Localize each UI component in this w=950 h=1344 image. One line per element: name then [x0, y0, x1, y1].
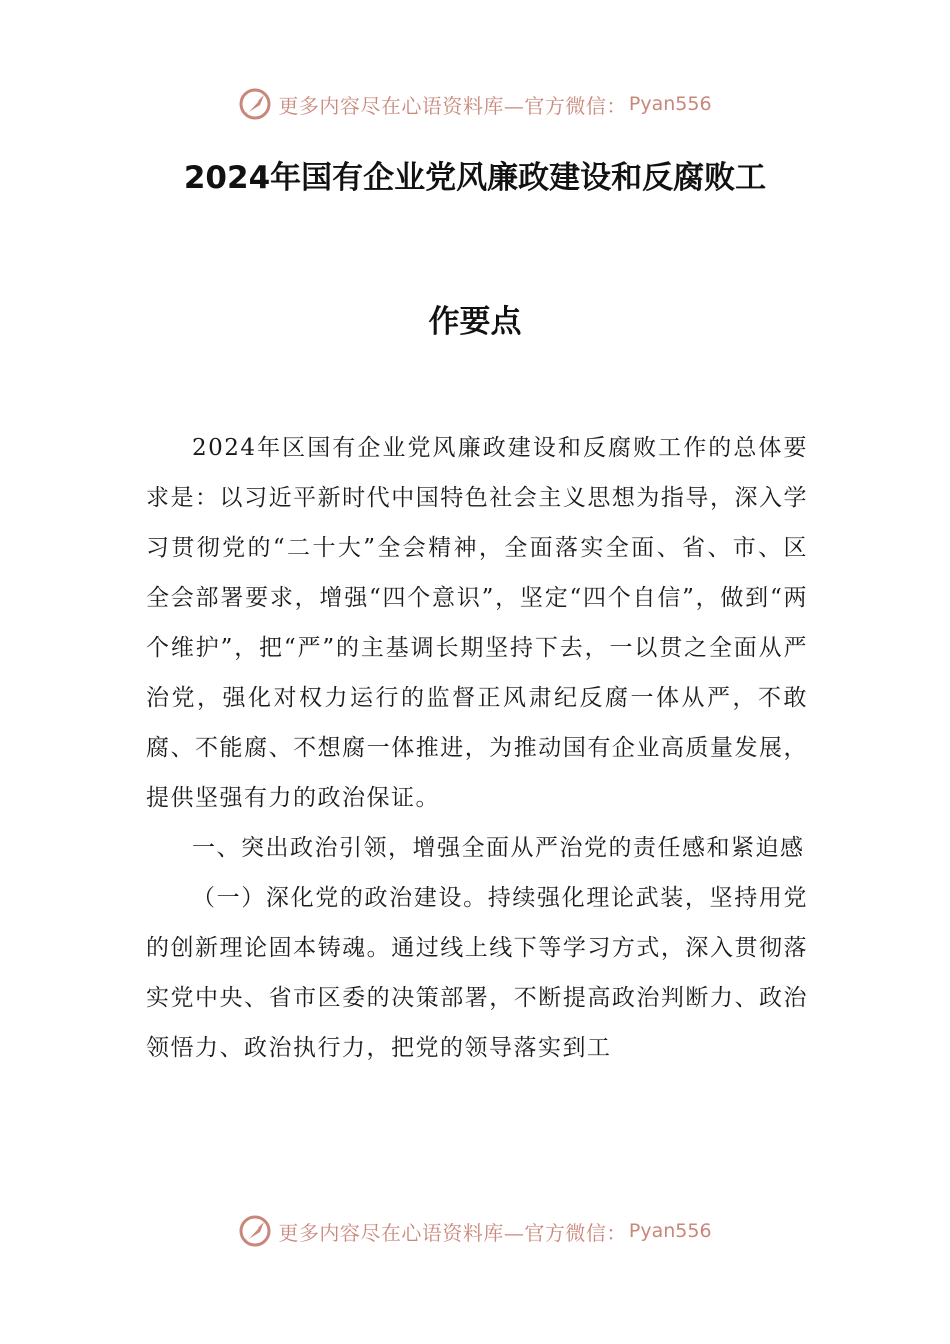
watermark-footer [0, 1211, 950, 1251]
watermark-brand-text: 更多内容尽在心语资料库—官方微信： [278, 1220, 627, 1245]
document-body [146, 423, 808, 1073]
document-title-line-2: 作要点 [428, 304, 522, 340]
paragraph-subsection: （一）深化党的政治建设。持续强化理论武装，坚持用党的创新理论固本铸魂。通过线上线下等学习方式，深入贯彻落实党中央、省市区委的决策部署，不断提高政治判断力、政治领悟力、政治执行力，把党的领导落实到工 [146, 885, 808, 1061]
paragraph-section-heading: 一、突出政治引领，增强全面从严治党的责任感和紧迫感 [192, 835, 805, 861]
document-title-line-1: 2024年国有企业党风廉政建设和反腐败工 [183, 160, 767, 196]
quill-logo-icon [238, 1214, 272, 1248]
watermark-header [0, 84, 950, 124]
watermark-handle-text: Pyan556 [628, 1220, 712, 1242]
quill-logo-icon [238, 87, 272, 121]
paragraph-intro: 2024年区国有企业党风廉政建设和反腐败工作的总体要求是：以习近平新时代中国特色社会主义思想为指导，深入学习贯彻党的“二十大”全会精神，全面落实全面、省、市、区全会部署要求，增强“四个意识”，坚定“四个自信”，做到“两个维护”，把“严”的主基调长期坚持下去，一以贯之全面从严治党，强化对权力运行的监督正风肃纪反腐一体从严，不敢腐、不能腐、不想腐一体推进，为推动国有企业高质量发展，提供坚强有力的政治保证。 [146, 435, 808, 811]
watermark-brand-text: 更多内容尽在心语资料库—官方微信： [278, 93, 627, 118]
watermark-handle-text: Pyan556 [628, 93, 712, 115]
